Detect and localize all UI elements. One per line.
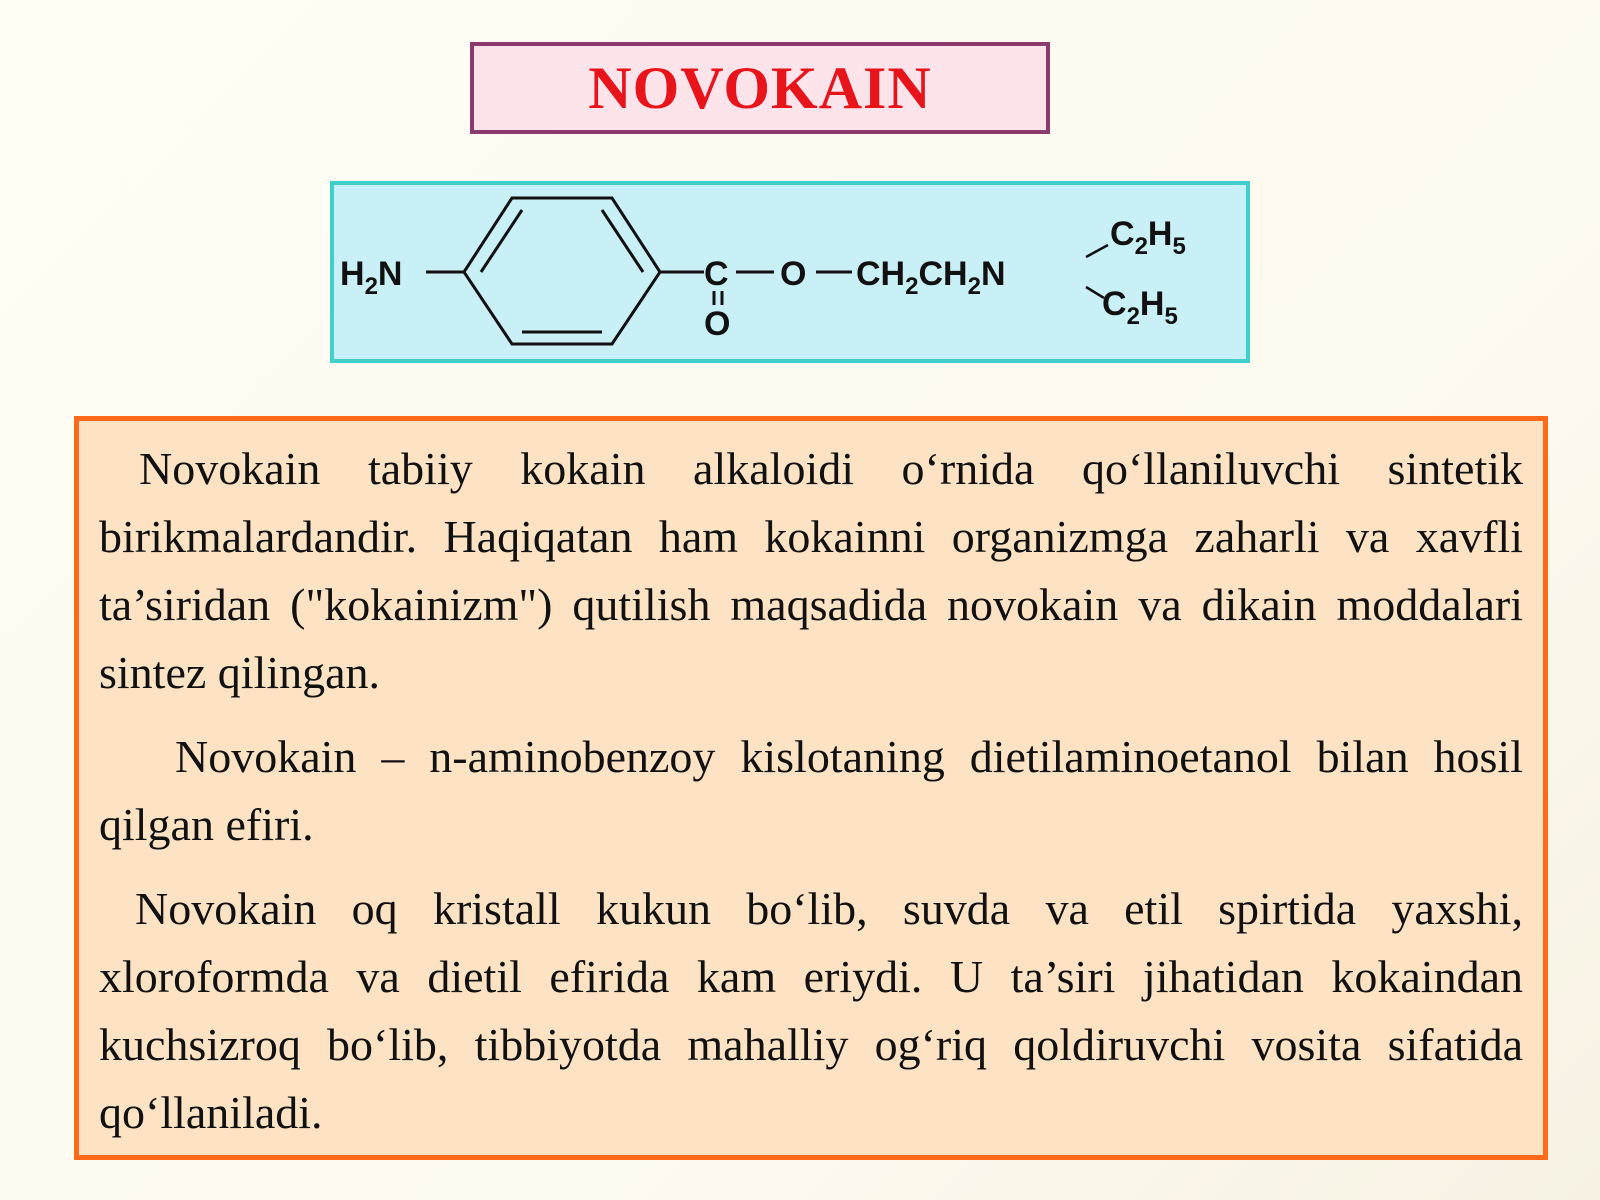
amine-group: $H_2N$ — [340, 255, 403, 300]
page-title: NOVOKAIN — [588, 54, 932, 121]
ethyl-group-bottom: $C_2H_5$ — [1102, 285, 1178, 330]
paragraph-definition: Novokain – n-aminobenzoy kislotaning dietilaminoetanol bilan hosil qilgan efiri. — [99, 731, 1523, 850]
ester-oxygen: O — [780, 255, 807, 293]
structural-formula-panel — [330, 181, 1250, 363]
carbonyl-carbon: C — [704, 255, 729, 293]
nitrogen-ethyl-bond-top — [1086, 245, 1108, 257]
novocaine-structure-diagram — [334, 185, 1246, 359]
paragraph-origin: Novokain tabiiy kokain alkaloidi o‘rnida qo‘llaniluvchi sintetik birikmalardandir. Haqiqatan ham kokainni organizmga zaharli va xavfli ta’siridan ("kokainizm") qutilish maqsadida novokain va dikain moddalari sintez qilingan. — [99, 443, 1523, 698]
paragraph-properties: Novokain oq kristall kukun bo‘lib, suvda va etil spirtida yaxshi, xloroformda va dietil efirida kam eriydi. U ta’siri jihatidan kokaindan kuchsizroq bo‘lib, tibbiyotda mahalliy og‘riq qoldiruvchi vosita sifatida qo‘llaniladi. — [99, 883, 1523, 1138]
ring-double-bond-2 — [602, 210, 643, 272]
ethylene-chain: $CH_2CH_2N$ — [856, 255, 1006, 300]
title-banner — [470, 42, 1050, 134]
carbonyl-oxygen: O — [704, 305, 731, 343]
ethyl-group-top: $C_2H_5$ — [1110, 215, 1186, 260]
ring-double-bond-1 — [481, 210, 522, 272]
description-panel — [74, 416, 1548, 1160]
benzene-ring — [464, 198, 660, 344]
